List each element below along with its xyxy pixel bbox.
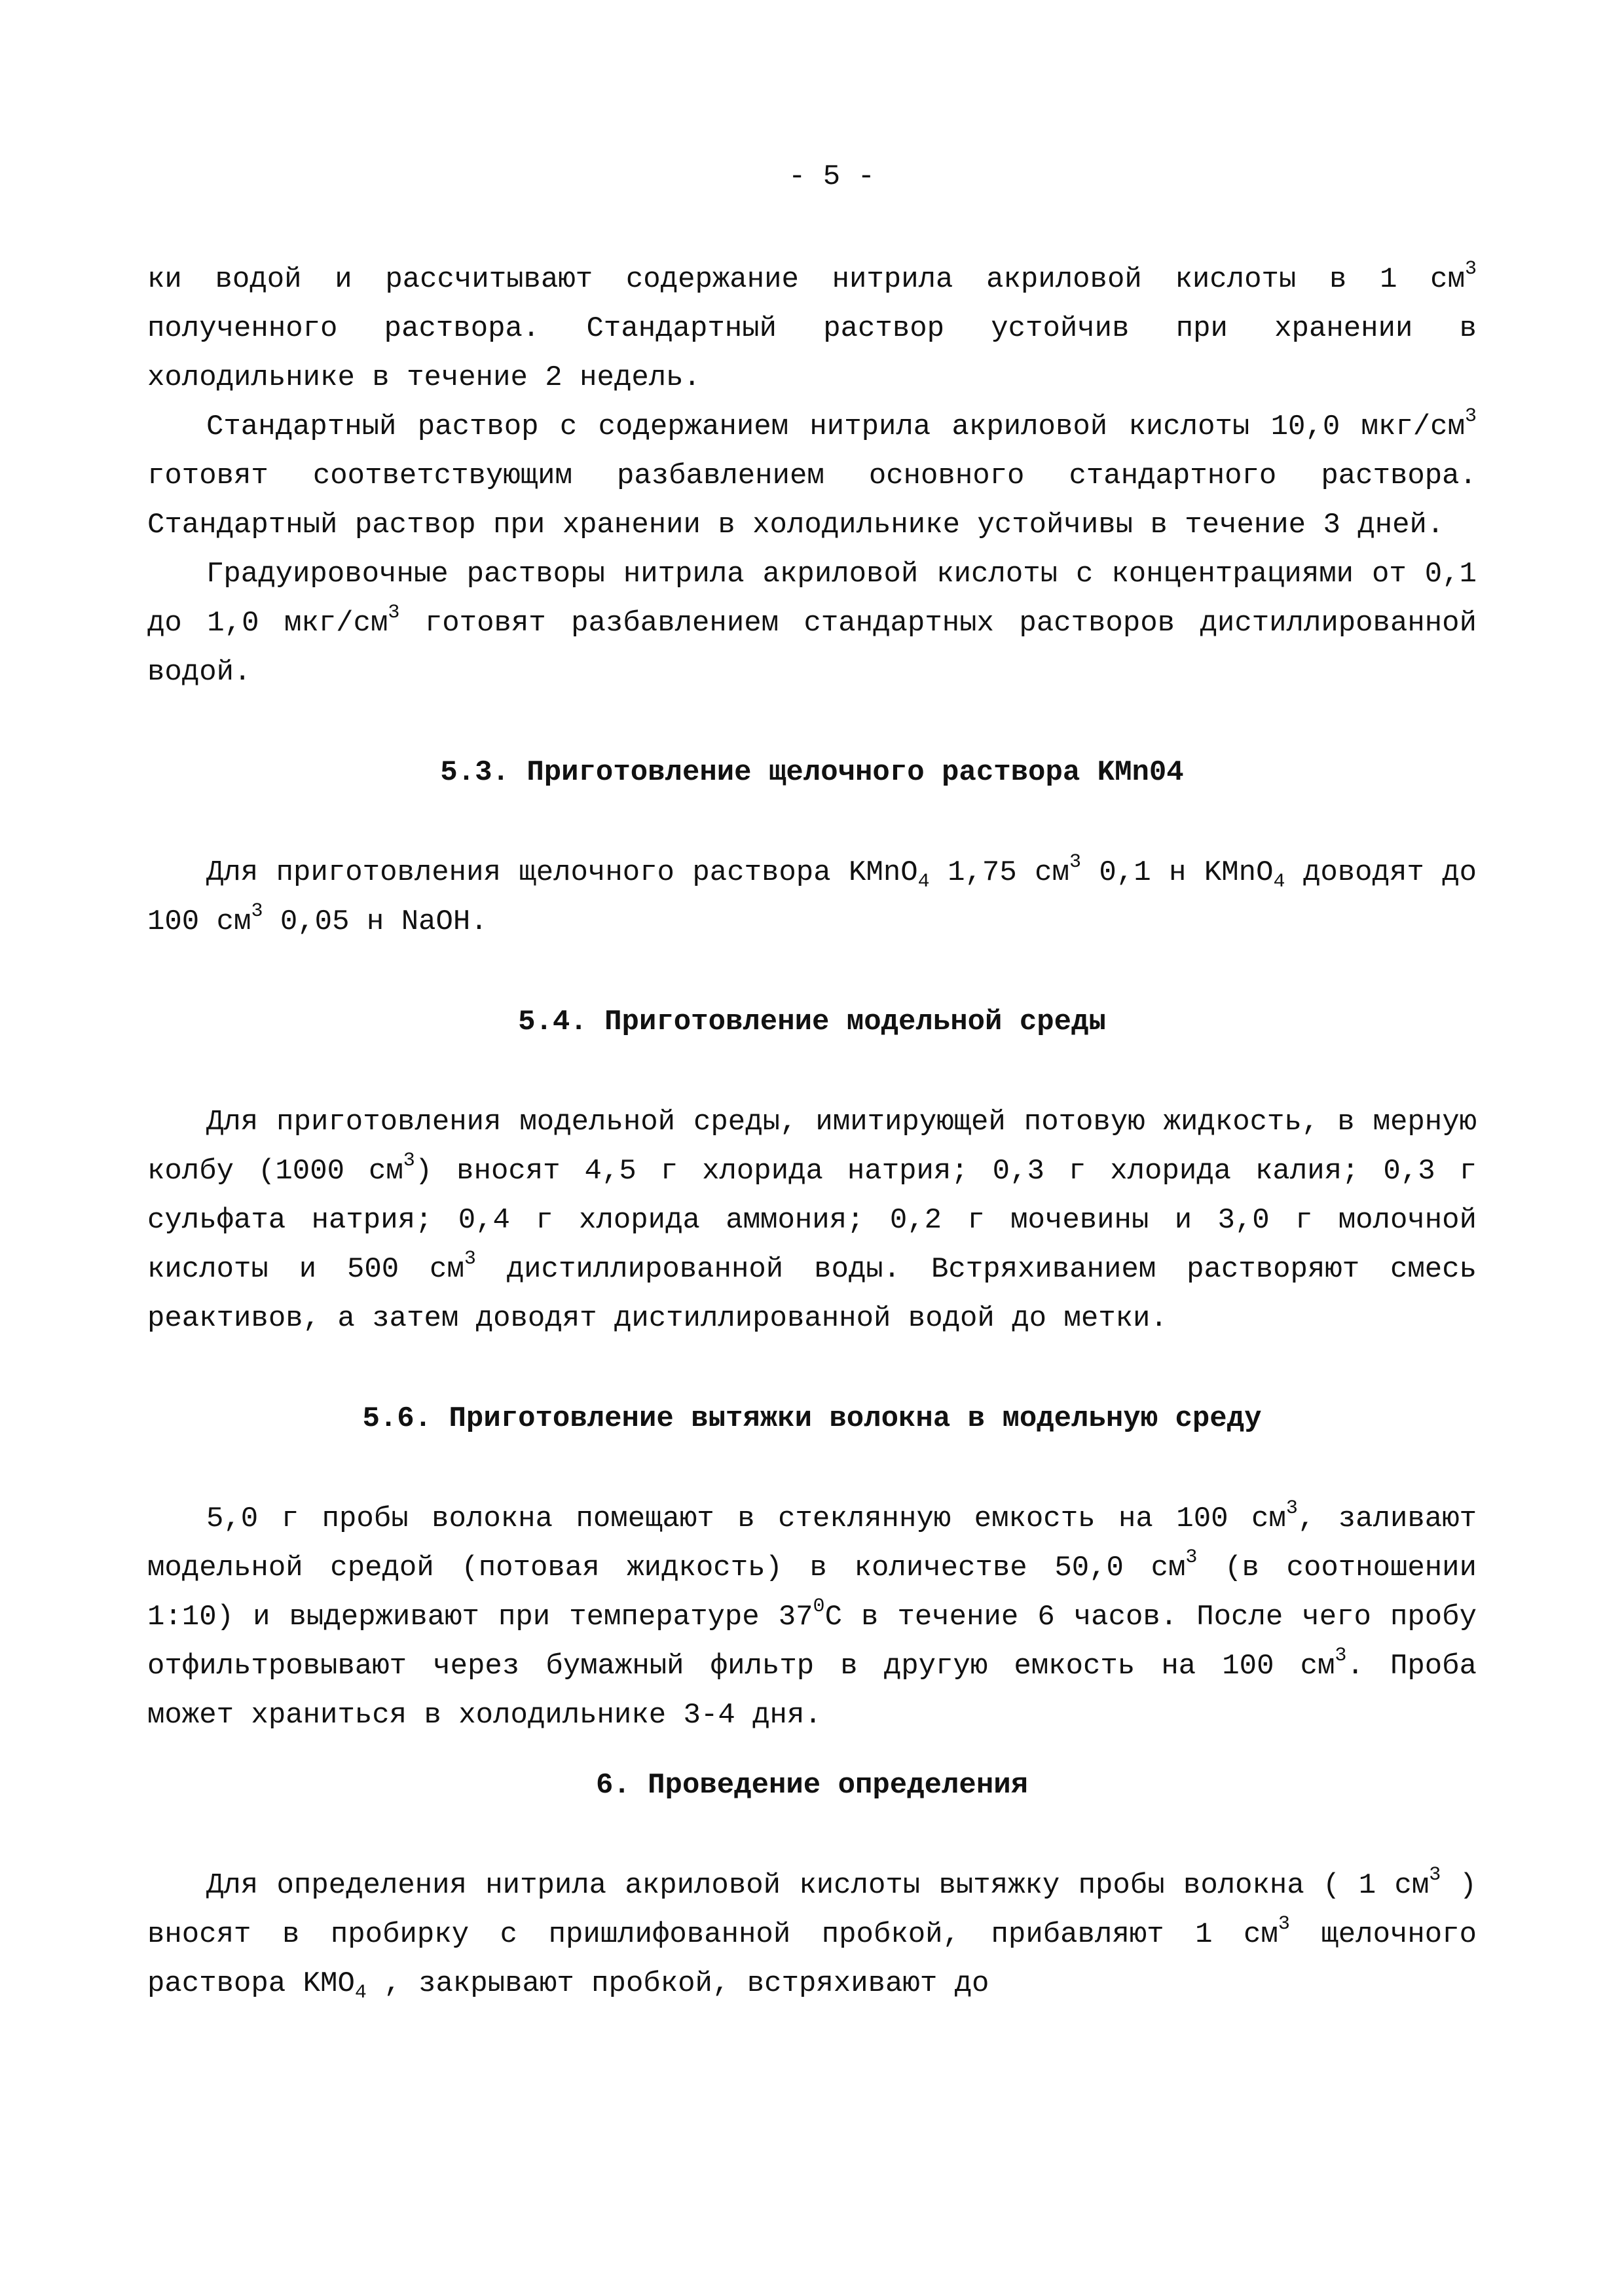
paragraph-standard-solution: Стандартный раствор с содержанием нитрила акриловой кислоты 10,0 мкг/$см^3$ готовят соответствующим разбавлением основного стандартного раствора. Стандартный раствор при хранении в холодильнике устойчивы в течение 3 дней. — [147, 405, 1477, 541]
paragraph-continuation: ки водой и рассчитывают содержание нитрила акриловой кислоты в 1 $см^3$ полученного раствора. Стандартный раствор устойчив при хранении в холодильнике в течение 2 недель. — [147, 258, 1477, 394]
paragraph-kmno4-solution: Для приготовления щелочного раствора KMnO$_4$ 1,75 $см^3$ 0,1 н KMnO$_4$ доводят до 100 $см^3$ 0,05 н NaOH. — [147, 851, 1477, 938]
heading-5-6: 5.6. Приготовление вытяжки волокна в модельную среду — [362, 1402, 1262, 1435]
heading-5-3: 5.3. Приготовление щелочного раствора KMn04 — [440, 756, 1184, 789]
heading-5-4: 5.4. Приготовление модельной среды — [518, 1006, 1106, 1038]
paragraph-fiber-extract: 5,0 г пробы волокна помещают в стеклянную емкость на 100 $см^3$, заливают модельной средой (потовая жидкость) в количестве 50,0 $см^3$ (в соотношении 1:10) и выдерживают при температуре $37^0С$ в течение 6 часов. После чего пробу отфильтровывают через бумажный фильтр в другую емкость на 100 $см^3$. Проба может храниться в холодильнике 3-4 дня. — [147, 1497, 1477, 1732]
document-body — [147, 255, 1477, 2009]
paragraph-model-medium: Для приготовления модельной среды, имитирующей потовую жидкость, в мерную колбу (1000 $см^3$) вносят 4,5 г хлорида натрия; 0,3 г хлорида калия; 0,3 г сульфата натрия; 0,4 г хлорида аммония; 0,2 г мочевины и 3,0 г молочной кислоты и 500 $см^3$ дистиллированной воды. Встряхиванием растворяют смесь реактивов, а затем доводят дистиллированной водой до метки. — [147, 1106, 1477, 1335]
paragraph-determination: Для определения нитрила акриловой кислоты вытяжку пробы волокна ( 1 $см^3$ ) вносят в пробирку с пришлифованной пробкой, прибавляют 1 $см^3$ щелочного раствора $KMO_4$ , закрывают пробкой, встряхивают до — [147, 1864, 1477, 2004]
heading-6: 6. Проведение определения — [595, 1769, 1029, 1802]
paragraph-calibration-solutions: Градуировочные растворы нитрила акриловой кислоты с концентрациями от 0,1 до 1,0 мкг/$см^3$ готовят разбавлением стандартных растворов дистиллированной водой. — [147, 558, 1477, 689]
page-number: - 5 - — [788, 160, 876, 193]
